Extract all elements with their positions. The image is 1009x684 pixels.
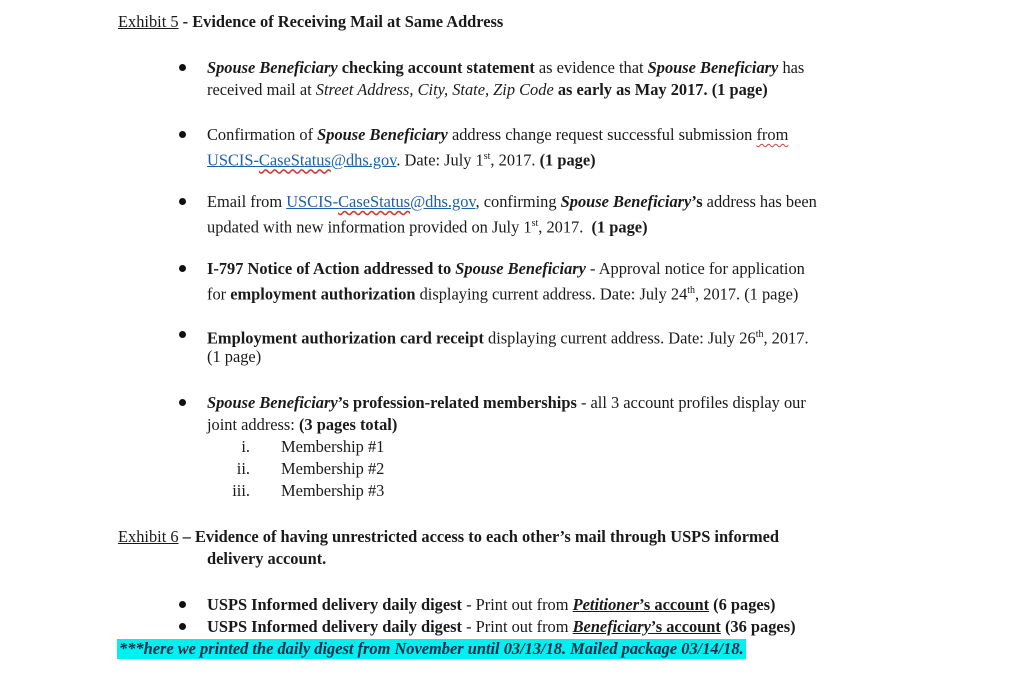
text-bold: I-797 Notice of Action addressed to [207,259,456,278]
bullet-icon [179,131,186,138]
text-bold: checking account statement [337,58,535,77]
superscript: th [755,329,764,340]
text-bold: USPS Informed delivery daily digest [207,595,462,614]
text-spouse-beneficiary: Spouse Beneficiary [207,58,338,77]
text-spouse-beneficiary: Spouse Beneficiary [207,393,338,412]
link-part-spellcheck: CaseStatus [338,192,411,211]
highlighted-note [117,639,746,659]
exhibit-6-item-2 [207,617,796,637]
list-item-6-line-1 [207,393,806,413]
list-item-2-line-1 [207,125,788,145]
text: for [207,284,231,304]
exhibit-6-separator: – [178,527,195,546]
exhibit-6-heading [118,527,779,547]
exhibit-6-item-1 [207,595,776,615]
text: Email from [207,192,287,211]
text-spouse-beneficiary: Spouse Beneficiary [317,125,448,144]
text: , 2017. [763,328,809,348]
exhibit-6-title: Evidence of having unrestricted access to each other’s mail through USPS informed [194,527,780,546]
list-item-1-line-1 [207,58,804,78]
text: , 2017. (1 page) [695,284,799,304]
text: - Approval notice for application [585,259,805,278]
text: displaying current address. Date: July 26 [483,328,756,348]
sub-item-number: iii. [232,481,250,500]
text-address-placeholder: Street Address, City, State, Zip Code [315,80,554,99]
text: Confirmation of [207,125,318,144]
text-bold: as early as May 2017. (1 page) [553,80,768,99]
superscript: th [687,285,696,296]
text-bold: Employment authorization card receipt [207,328,484,348]
text: - all 3 account profiles display our [576,393,806,412]
sub-item-number: i. [241,437,250,456]
exhibit-5-separator: - [178,12,193,31]
superscript: st [531,218,539,229]
text-page-count: (36 pages) [720,617,796,636]
bullet-icon [179,331,186,338]
text: , confirming [475,192,561,211]
link-part-spellcheck: CaseStatus [258,150,331,170]
list-item-4-line-2 [207,281,798,304]
text-bold: (3 pages total) [298,415,398,434]
bullet-icon [179,265,186,272]
list-item-5-line-1 [207,325,809,348]
list-item-3-line-2 [207,214,648,237]
text: - Print out from [461,617,573,636]
text-spouse-beneficiary: Spouse Beneficiary [455,259,586,278]
email-link[interactable] [286,192,475,211]
text-bold: ’s [691,192,703,211]
text: address change request successful submission [447,125,757,144]
sub-item-number: ii. [236,459,250,478]
text-bold: employment authorization [230,284,416,304]
text: as evidence that [534,58,648,77]
text: received mail at [207,80,316,99]
text-spellcheck-word: from [756,125,789,144]
exhibit-5-title: Evidence of Receiving Mail at Same Address [192,12,504,31]
text: has [778,58,805,77]
text-page-count: (6 pages) [709,595,776,614]
text: . Date: July 1 [396,150,484,170]
link-part: @dhs.gov [410,192,476,211]
list-item-2-line-2 [207,147,596,170]
exhibit-5-heading [118,12,503,32]
list-item-3-line-1 [207,192,817,212]
list-item-5-line-2 [207,347,261,367]
sub-item-membership-2: Membership #2 [281,459,385,478]
text: - Print out from [461,595,573,614]
text-spouse-beneficiary: Spouse Beneficiary [647,58,779,77]
sub-item-membership-3: Membership #3 [281,481,385,500]
text: joint address: [207,415,299,434]
email-link[interactable] [207,150,396,169]
sub-item-membership-1: Membership #1 [281,437,385,456]
text: address has been [702,192,817,211]
exhibit-5-label: Exhibit 5 [118,12,179,31]
link-part: USCIS- [207,150,259,170]
superscript: st [483,151,491,162]
link-part: @dhs.gov [330,150,397,170]
list-item-1-line-2 [207,80,768,100]
text: , 2017. [538,217,592,237]
list-item-6-line-2 [207,415,397,435]
text-bold: USPS Informed delivery daily digest [207,617,462,636]
text-account: ’s account [650,617,721,636]
text-beneficiary: Beneficiary [572,617,651,636]
text-bold: (1 page) [591,217,648,237]
text-bold: (1 page) [539,150,596,170]
bullet-icon [179,601,186,608]
bullet-icon [179,399,186,406]
text-bold: ’s profession-related memberships [337,393,577,412]
note-text: ***here we printed the daily digest from November until 03/13/18. Mailed package 03/14/18. [119,639,744,658]
link-part: USCIS- [286,192,339,211]
text-petitioner: Petitioner [572,595,640,614]
bullet-icon [179,198,186,205]
bullet-icon [179,64,186,71]
list-item-4-line-1 [207,259,805,279]
text-account: ’s account [639,595,710,614]
text-spouse-beneficiary: Spouse Beneficiary [560,192,692,211]
exhibit-6-label: Exhibit 6 [118,527,179,546]
text: (1 page) [207,347,262,366]
text: displaying current address. Date: July 24 [415,284,688,304]
text: updated with new information provided on July 1 [207,217,532,237]
bullet-icon [179,623,186,630]
text: , 2017. [490,150,540,170]
exhibit-6-heading-line-2: delivery account. [207,549,327,568]
